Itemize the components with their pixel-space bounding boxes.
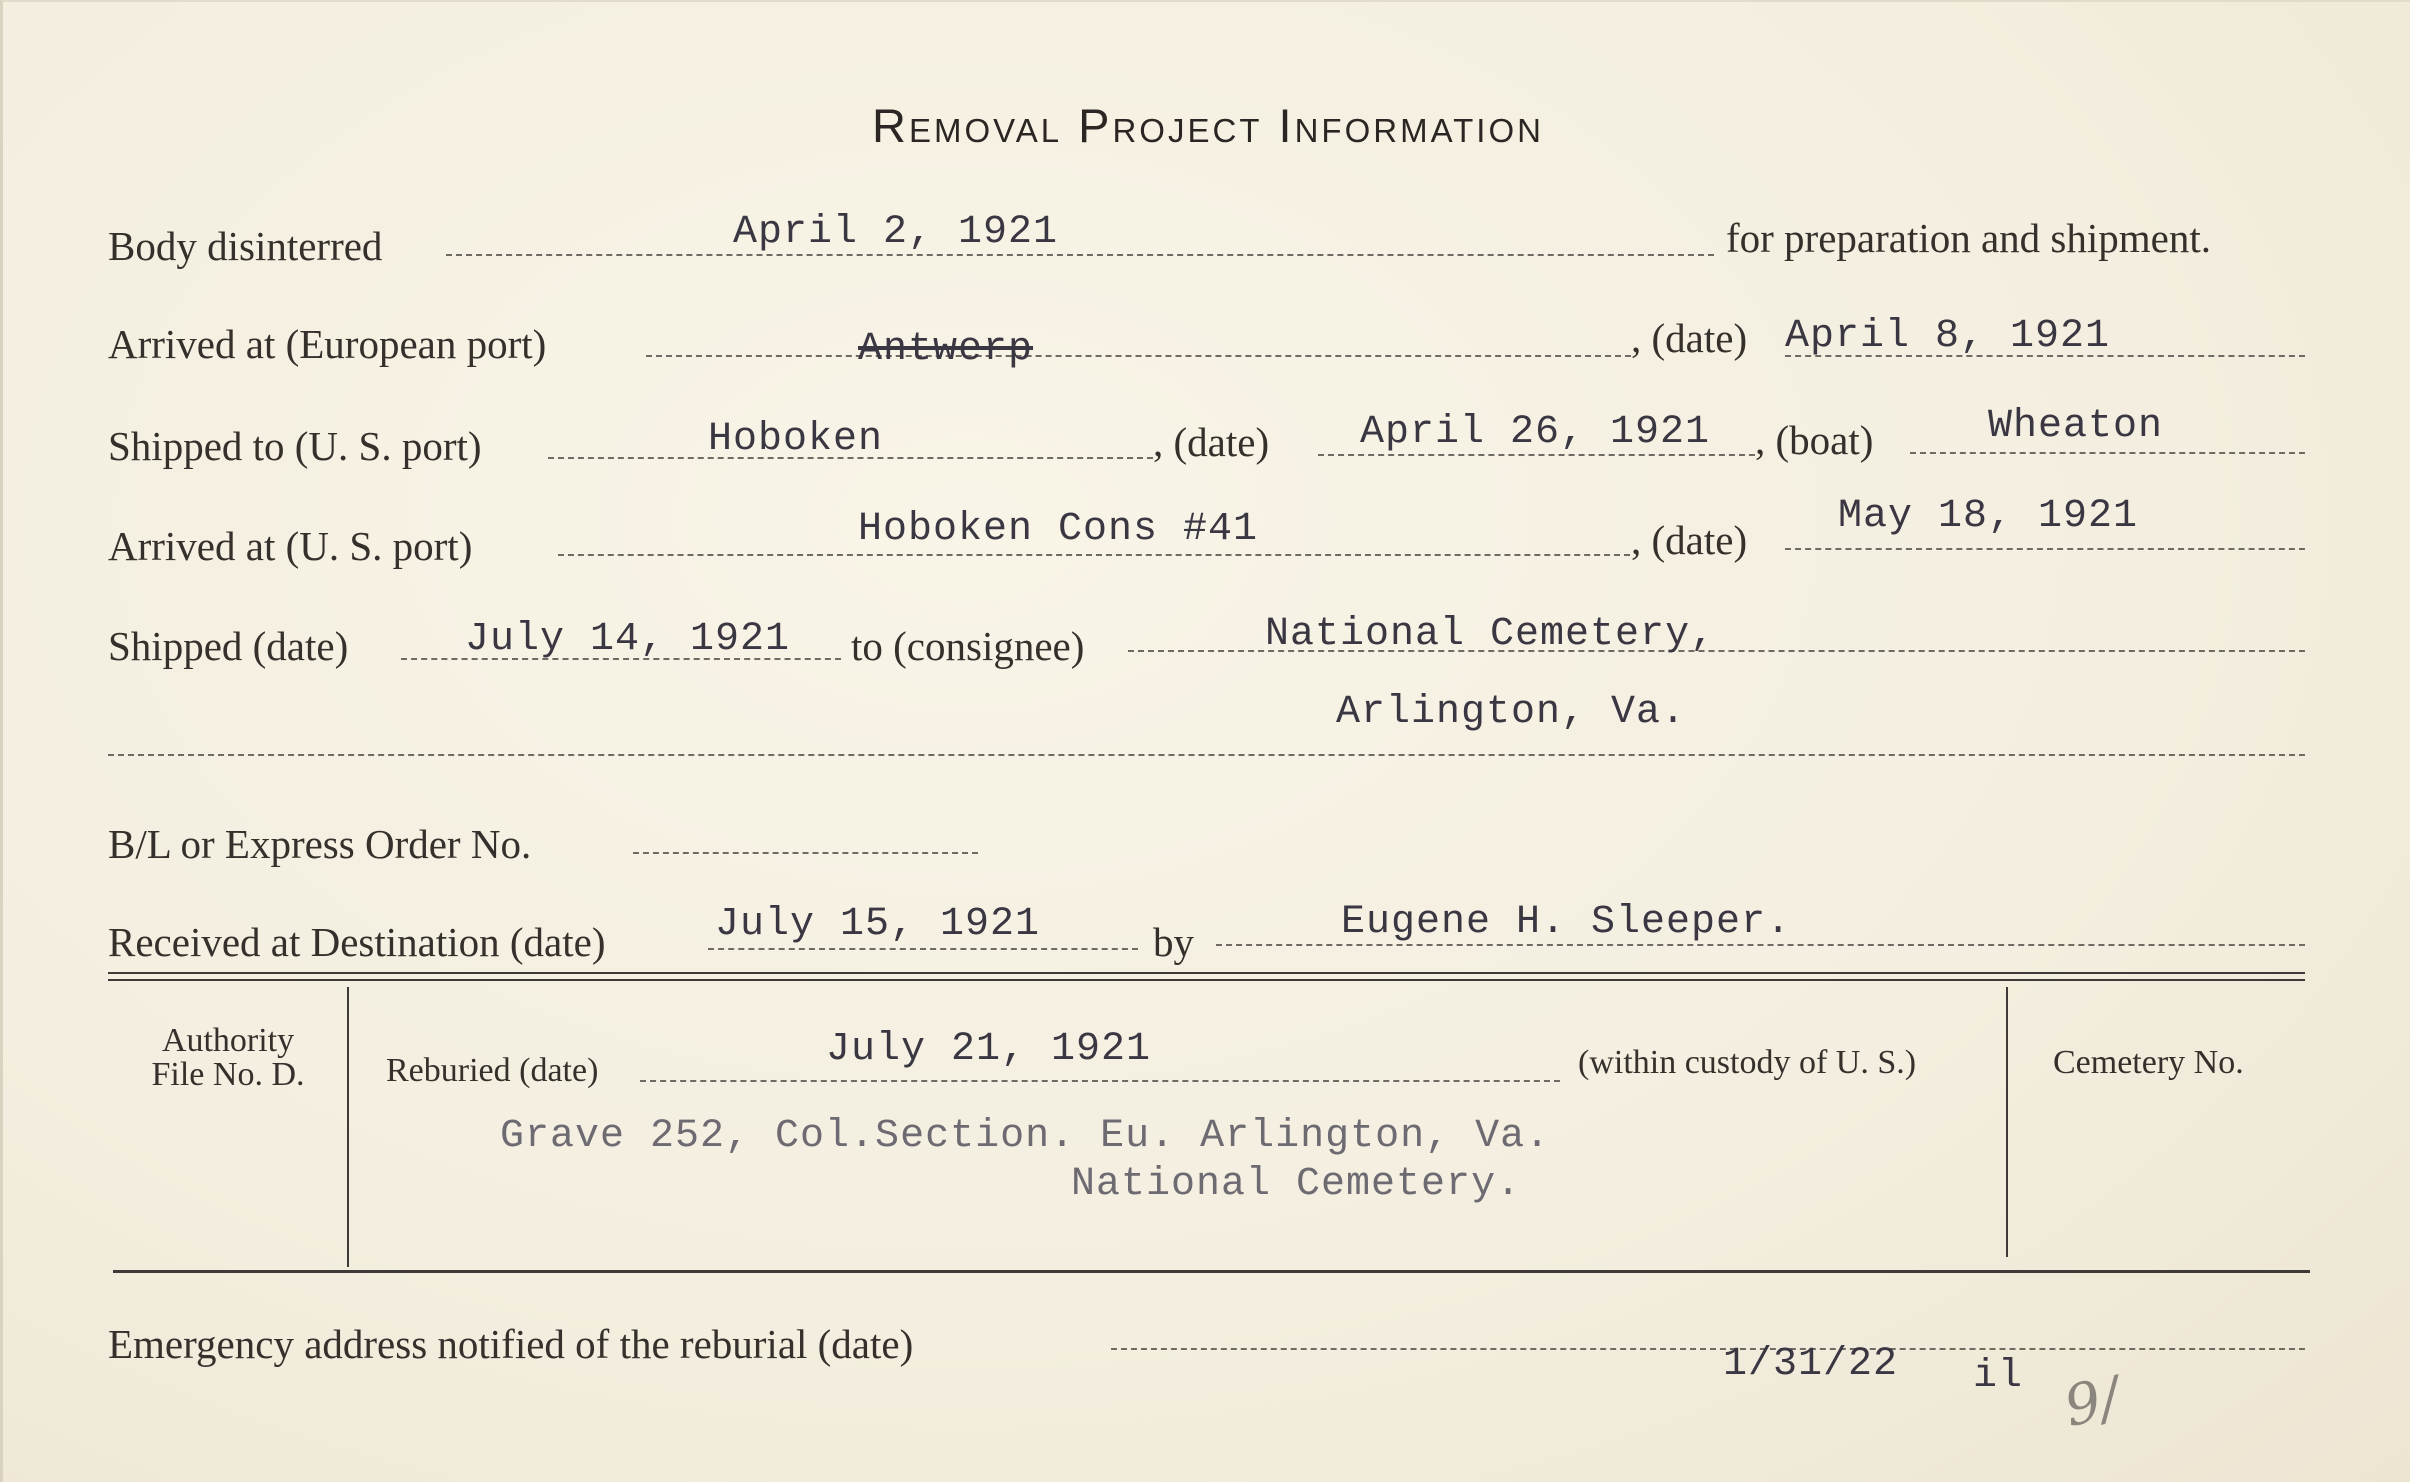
disinterred-date: April 2, 1921: [733, 210, 1059, 255]
box-top-rule-1: [108, 972, 2305, 974]
shipped-date: July 14, 1921: [465, 617, 791, 662]
grave-line1: Grave 252, Col.Section. Eu. Arlington, Va.: [500, 1114, 1551, 1159]
received-date-line: [708, 948, 1138, 950]
emergency-line: [1111, 1348, 2305, 1350]
shipped-us-boat-line: [1910, 452, 2305, 454]
box-divider-right: [2006, 987, 2008, 1257]
received-label: Received at Destination (date): [108, 919, 606, 965]
reburied-line: [640, 1080, 1560, 1082]
arrived-us-date-label: , (date): [1631, 517, 1748, 563]
received-by-label: by: [1153, 919, 1194, 965]
arrived-us-label: Arrived at (U. S. port): [108, 523, 473, 569]
grave-line2: National Cemetery.: [1071, 1162, 1522, 1207]
disinterred-label: Body disinterred: [108, 223, 383, 269]
shipped-us-boat-label: , (boat): [1755, 417, 1874, 463]
handwritten-mark: 9/: [2058, 1365, 2126, 1440]
disinterred-suffix: for preparation and shipment.: [1726, 215, 2212, 261]
arrived-us-date-line: [1785, 548, 2305, 550]
authority-line2: File No. D.: [151, 1056, 305, 1093]
shipped-us-date-label: , (date): [1153, 419, 1270, 465]
shipped-us-port: Hoboken: [708, 417, 884, 462]
authority-label: [108, 1024, 348, 1092]
consignee-extra-line: [108, 754, 2305, 756]
reburied-label: Reburied (date): [386, 1052, 599, 1089]
consignee-label: to (consignee): [851, 623, 1085, 669]
arrived-us-line: [558, 554, 1630, 556]
box-top-rule-2: [108, 979, 2305, 981]
bl-line: [633, 852, 978, 854]
arrived-eu-date-label: , (date): [1631, 315, 1748, 361]
arrived-eu-port: Antwerp: [858, 327, 1034, 372]
disinterred-line: [446, 254, 1714, 256]
emergency-initials: il: [1973, 1354, 2024, 1399]
bl-label: B/L or Express Order No.: [108, 821, 532, 867]
emergency-date: 1/31/22: [1723, 1342, 1899, 1387]
shipped-us-boat: Wheaton: [1988, 404, 2164, 449]
consignee-line2: Arlington, Va.: [1336, 690, 1687, 735]
authority-line1: Authority: [161, 1022, 295, 1059]
consignee-line1: National Cemetery,: [1265, 612, 1716, 657]
arrived-eu-date: April 8, 1921: [1785, 314, 2111, 359]
custody-label: (within custody of U. S.): [1578, 1044, 1917, 1081]
arrived-eu-line: [646, 355, 1631, 357]
shipped-us-date: April 26, 1921: [1360, 410, 1711, 455]
box-bottom-rule: [113, 1270, 2310, 1273]
emergency-label: Emergency address notified of the reburial (date): [108, 1321, 914, 1367]
arrived-us-port: Hoboken Cons #41: [858, 507, 1259, 552]
arrived-us-date: May 18, 1921: [1838, 494, 2139, 539]
cemetery-no-label: Cemetery No.: [2053, 1044, 2244, 1081]
shipped-label: Shipped (date): [108, 623, 349, 669]
reburied-date: July 21, 1921: [826, 1027, 1152, 1072]
received-by: Eugene H. Sleeper.: [1341, 900, 1792, 945]
received-date: July 15, 1921: [715, 902, 1041, 947]
shipped-us-label: Shipped to (U. S. port): [108, 423, 482, 469]
arrived-eu-label: Arrived at (European port): [108, 321, 547, 367]
card-title: Removal Project Information: [872, 99, 1544, 152]
